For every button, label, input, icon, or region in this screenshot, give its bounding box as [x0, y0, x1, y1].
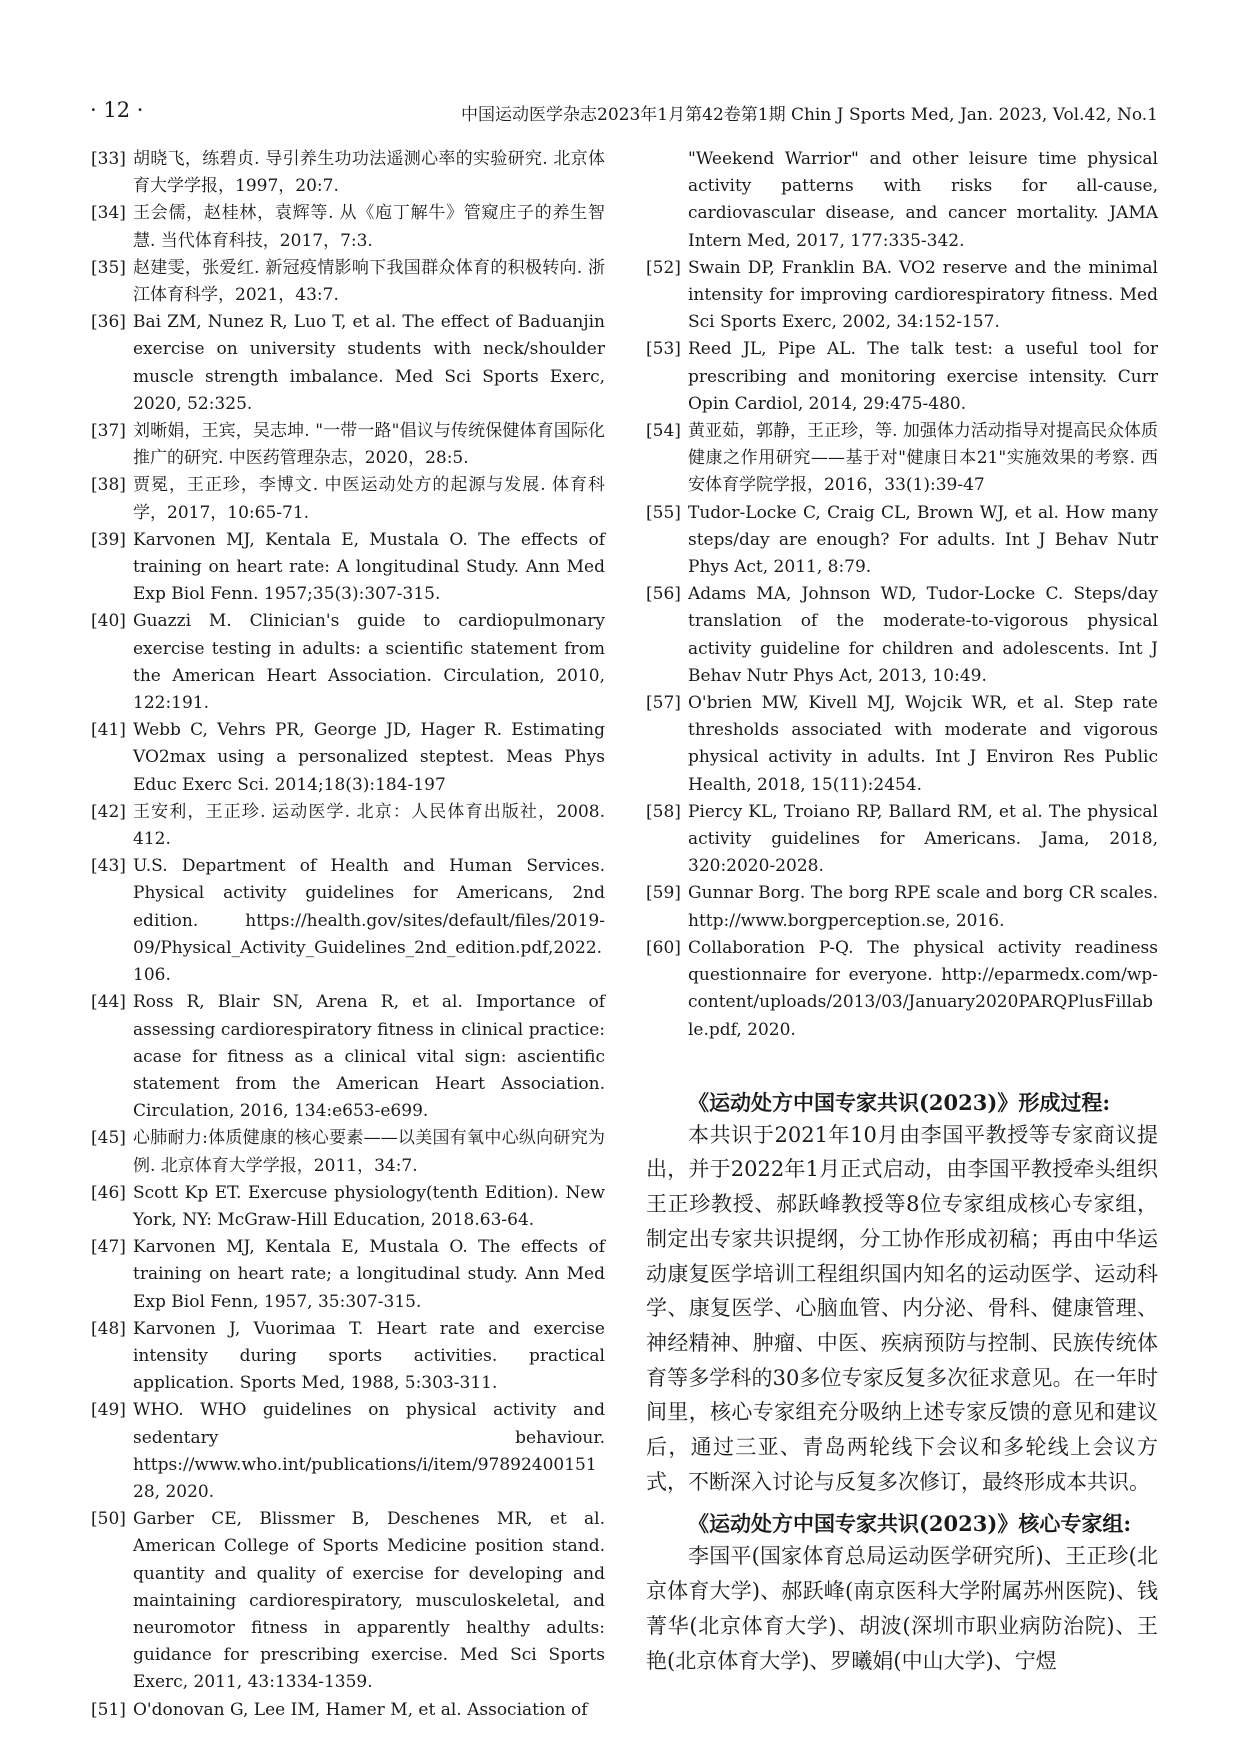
reference-number: [37]: [91, 421, 126, 442]
reference-number: [33]: [91, 149, 126, 169]
reference-item: [91, 1180, 605, 1234]
reference-number: [36]: [91, 312, 126, 333]
reference-text: Karvonen J, Vuorimaa T. Heart rate and exercise intensity during sports activities. practical application. Sports Med, 1988, 5:303-311.: [133, 1318, 605, 1394]
reference-text: Ross R, Blair SN, Arena R, et al. Importance of assessing cardiorespiratory fitness in clinical practice: acase for fitness as a clinical vital sign: ascientific statement from the American Heart Association. Circulation, 2016, 134:e653-e699.: [133, 992, 605, 1122]
reference-text: Swain DP, Franklin BA. VO2 reserve and the minimal intensity for improving cardiorespiratory fitness. Med Sci Sports Exerc, 2002, 34:152-157.: [688, 257, 1158, 333]
reference-item: [91, 418, 605, 472]
section-title: 《运动处方中国专家共识(2023)》形成过程:: [688, 1089, 1111, 1115]
reference-item: [91, 1697, 605, 1724]
reference-text: 赵建雯，张爱红. 新冠疫情影响下我国群众体育的积极转向. 浙江体育科学，2021，43:7.: [133, 257, 605, 306]
consensus-sections: [646, 1088, 1158, 1679]
reference-text: 刘晰娟，王宾，吴志坤. "一带一路"倡议与传统保健体育国际化推广的研究. 中医药管理杂志，2020，28:5.: [133, 421, 605, 469]
reference-text: Guazzi M. Clinician's guide to cardiopulmonary exercise testing in adults: a scientific statement from the American Heart Association. Circulation, 2010, 122:191.: [133, 611, 605, 714]
reference-continuation: [646, 146, 1158, 255]
reference-number: [40]: [91, 611, 126, 632]
reference-item: [91, 989, 605, 1125]
reference-text: Bai ZM, Nunez R, Luo T, et al. The effect of Baduanjin exercise on university students with neck/shoulder muscle strength imbalance. Med Sci Sports Exerc, 2020, 52:325.: [133, 312, 605, 414]
reference-number: [34]: [91, 203, 126, 224]
reference-number: [57]: [646, 693, 681, 714]
reference-number: [39]: [91, 529, 126, 550]
reference-text: Karvonen MJ, Kentala E, Mustala O. The effects of training on heart rate; a longitudinal study. Ann Med Exp Biol Fenn, 1957, 35:307-315.: [133, 1237, 605, 1312]
reference-item: [91, 309, 605, 418]
reference-item: [91, 1234, 605, 1316]
reference-text: Tudor-Locke C, Craig CL, Brown WJ, et al. How many steps/day are enough? For adults. Int J Behav Nutr Phys Act, 2011, 8:79.: [688, 502, 1158, 578]
reference-text: 黄亚茹，郭静，王正珍，等. 加强体力活动指导对提高民众体质健康之作用研究——基于对"健康日本21"实施效果的考察. 西安体育学院学报，2016，33(1):39-47: [688, 421, 1158, 496]
reference-number: [51]: [91, 1699, 126, 1720]
reference-item: [646, 336, 1158, 418]
reference-text: 心肺耐力:体质健康的核心要素——以美国有氧中心纵向研究为例. 北京体育大学学报，2011，34:7.: [133, 1128, 605, 1176]
reference-number: [43]: [91, 856, 126, 877]
reference-text: Scott Kp ET. Exercuse physiology(tenth Edition). New York, NY: McGraw-Hill Education, 2018.63-64.: [133, 1182, 605, 1230]
left-column: [91, 146, 605, 1724]
reference-item: [91, 472, 605, 526]
reference-item: [91, 146, 605, 200]
reference-item: [91, 853, 605, 989]
reference-text: 胡晓飞，练碧贞. 导引养生功功法遥测心率的实验研究. 北京体育大学学报，1997，20:7.: [133, 149, 605, 197]
reference-number: [49]: [91, 1400, 126, 1421]
right-column: [646, 146, 1158, 1678]
reference-number: [45]: [91, 1128, 126, 1149]
reference-item: [646, 581, 1158, 690]
reference-text: O'donovan G, Lee IM, Hamer M, et al. Association of: [133, 1699, 588, 1720]
reference-number: [54]: [646, 421, 681, 442]
reference-item: [91, 717, 605, 799]
reference-text: Karvonen MJ, Kentala E, Mustala O. The effects of training on heart rate: A longitudinal Study. Ann Med Exp Biol Fenn. 1957;35(3):307-315.: [133, 529, 605, 605]
reference-text: Collaboration P-Q. The physical activity readiness questionnaire for everyone. http://eparmedx.com/wp-content/uploads/2013/03/January2020PARQPlusFillable.pdf, 2020.: [688, 937, 1158, 1040]
reference-text: 王安利，王正珍. 运动医学. 北京：人民体育出版社，2008. 412.: [133, 801, 605, 850]
reference-item: [91, 527, 605, 609]
reference-item: [91, 1397, 605, 1506]
reference-number: [46]: [91, 1182, 126, 1203]
reference-text: Webb C, Vehrs PR, George JD, Hager R. Estimating VO2max using a personalized steptest. Meas Phys Educ Exerc Sci. 2014;18(3):184-197: [133, 720, 605, 795]
reference-number: [52]: [646, 257, 681, 278]
page-header: [90, 98, 1158, 128]
reference-number: [35]: [91, 257, 126, 278]
reference-text: 王会儒，赵桂林，袁辉等. 从《庖丁解牛》管窥庄子的养生智慧. 当代体育科技，2017，7:3.: [133, 203, 605, 251]
reference-item: [646, 799, 1158, 881]
reference-number: [42]: [91, 801, 126, 822]
reference-text: Reed JL, Pipe AL. The talk test: a useful tool for prescribing and monitoring exercise intensity. Curr Opin Cardiol, 2014, 29:475-480.: [688, 339, 1158, 414]
reference-number: [59]: [646, 883, 681, 904]
reference-item: [646, 935, 1158, 1044]
section-body: 李国平(国家体育总局运动医学研究所)、王正珍(北京体育大学)、郝跃峰(南京医科大学附属苏州医院)、钱菁华(北京体育大学)、胡波(深圳市职业病防治院)、王艳(北京体育大学)、罗曦娟(中山大学)、宁煜: [646, 1544, 1158, 1673]
reference-number: [60]: [646, 937, 681, 958]
reference-text: U.S. Department of Health and Human Services. Physical activity guidelines for Americans, 2nd edition. https://health.gov/sites/default/files/2019- 09/Physical_Activity_Guidelines_2nd_edition.pdf,2022. 106.: [133, 856, 605, 986]
reference-number: [38]: [91, 475, 126, 496]
reference-number: [47]: [91, 1237, 126, 1258]
reference-number: [56]: [646, 584, 681, 605]
reference-item: [646, 500, 1158, 582]
reference-text: Adams MA, Johnson WD, Tudor-Locke C. Steps/day translation of the moderate-to-vigorous physical activity guideline for children and adolescents. Int J Behav Nutr Phys Act, 2013, 10:49.: [688, 584, 1158, 686]
reference-item: [91, 1316, 605, 1398]
reference-number: [41]: [91, 720, 126, 741]
reference-number: [53]: [646, 339, 681, 360]
reference-item: [646, 255, 1158, 337]
reference-item: [646, 880, 1158, 934]
reference-item: [91, 200, 605, 254]
reference-item: [91, 255, 605, 309]
reference-text: Garber CE, Blissmer B, Deschenes MR, et al. American College of Sports Medicine position stand. quantity and quality of exercise for developing and maintaining cardiorespiratory, musculoskeletal, and neuromotor fitness in apparently healthy adults: guidance for prescribing exercise. Med Sci Sports Exerc, 2011, 43:1334-1359.: [133, 1509, 605, 1693]
reference-list-right: [646, 255, 1158, 1044]
reference-text: "Weekend Warrior" and other leisure time physical activity patterns with risks for all-cause, cardiovascular disease, and cancer mortality. JAMA Intern Med, 2017, 177:335-342.: [688, 149, 1158, 251]
reference-text: O'brien MW, Kivell MJ, Wojcik WR, et al. Step rate thresholds associated with moderate and vigorous physical activity in adults. Int J Environ Res Public Health, 2018, 15(11):2454.: [688, 693, 1158, 795]
section-body: 本共识于2021年10月由李国平教授等专家商议提出，并于2022年1月正式启动，由李国平教授牵头组织王正珍教授、郝跃峰教授等8位专家组成核心专家组，制定出专家共识提纲，分工协作形成初稿；再由中华运动康复医学培训工程组织国内知名的运动医学、运动科学、康复医学、心脑血管、内分泌、骨科、健康管理、神经精神、肿瘤、中医、疾病预防与控制、民族传统体育等多学科的30多位专家反复多次征求意见。在一年时间里，核心专家组充分吸纳上述专家反馈的意见和建议后，通过三亚、青岛两轮线下会议和多轮线上会议方式，不断深入讨论与反复多次修订，最终形成本共识。: [646, 1122, 1158, 1494]
reference-number: [58]: [646, 801, 681, 822]
reference-item: [91, 1125, 605, 1179]
reference-text: WHO. WHO guidelines on physical activity and sedentary behaviour. https://www.who.int/publications/i/item/9789240015128, 2020.: [133, 1400, 605, 1502]
page-number: · 12 ·: [90, 98, 144, 122]
reference-number: [50]: [91, 1509, 126, 1530]
reference-item: [91, 799, 605, 853]
reference-number: [55]: [646, 502, 681, 523]
reference-item: [91, 608, 605, 717]
reference-number: [48]: [91, 1318, 126, 1339]
journal-running-head: 中国运动医学杂志2023年1月第42卷第1期 Chin J Sports Med, Jan. 2023, Vol.42, No.1: [461, 105, 1158, 125]
reference-text: Piercy KL, Troiano RP, Ballard RM, et al. The physical activity guidelines for Americans. Jama, 2018, 320:2020-2028.: [688, 801, 1158, 877]
reference-text: 贾冕，王正珍，李博文. 中医运动处方的起源与发展. 体育科学，2017，10:65-71.: [133, 475, 605, 523]
reference-text: Gunnar Borg. The borg RPE scale and borg CR scales. http://www.borgperception.se, 2016.: [688, 883, 1158, 931]
section-title: 《运动处方中国专家共识(2023)》核心专家组:: [688, 1511, 1132, 1537]
reference-item: [646, 418, 1158, 500]
reference-item: [91, 1506, 605, 1696]
reference-item: [646, 690, 1158, 799]
reference-number: [44]: [91, 992, 126, 1013]
